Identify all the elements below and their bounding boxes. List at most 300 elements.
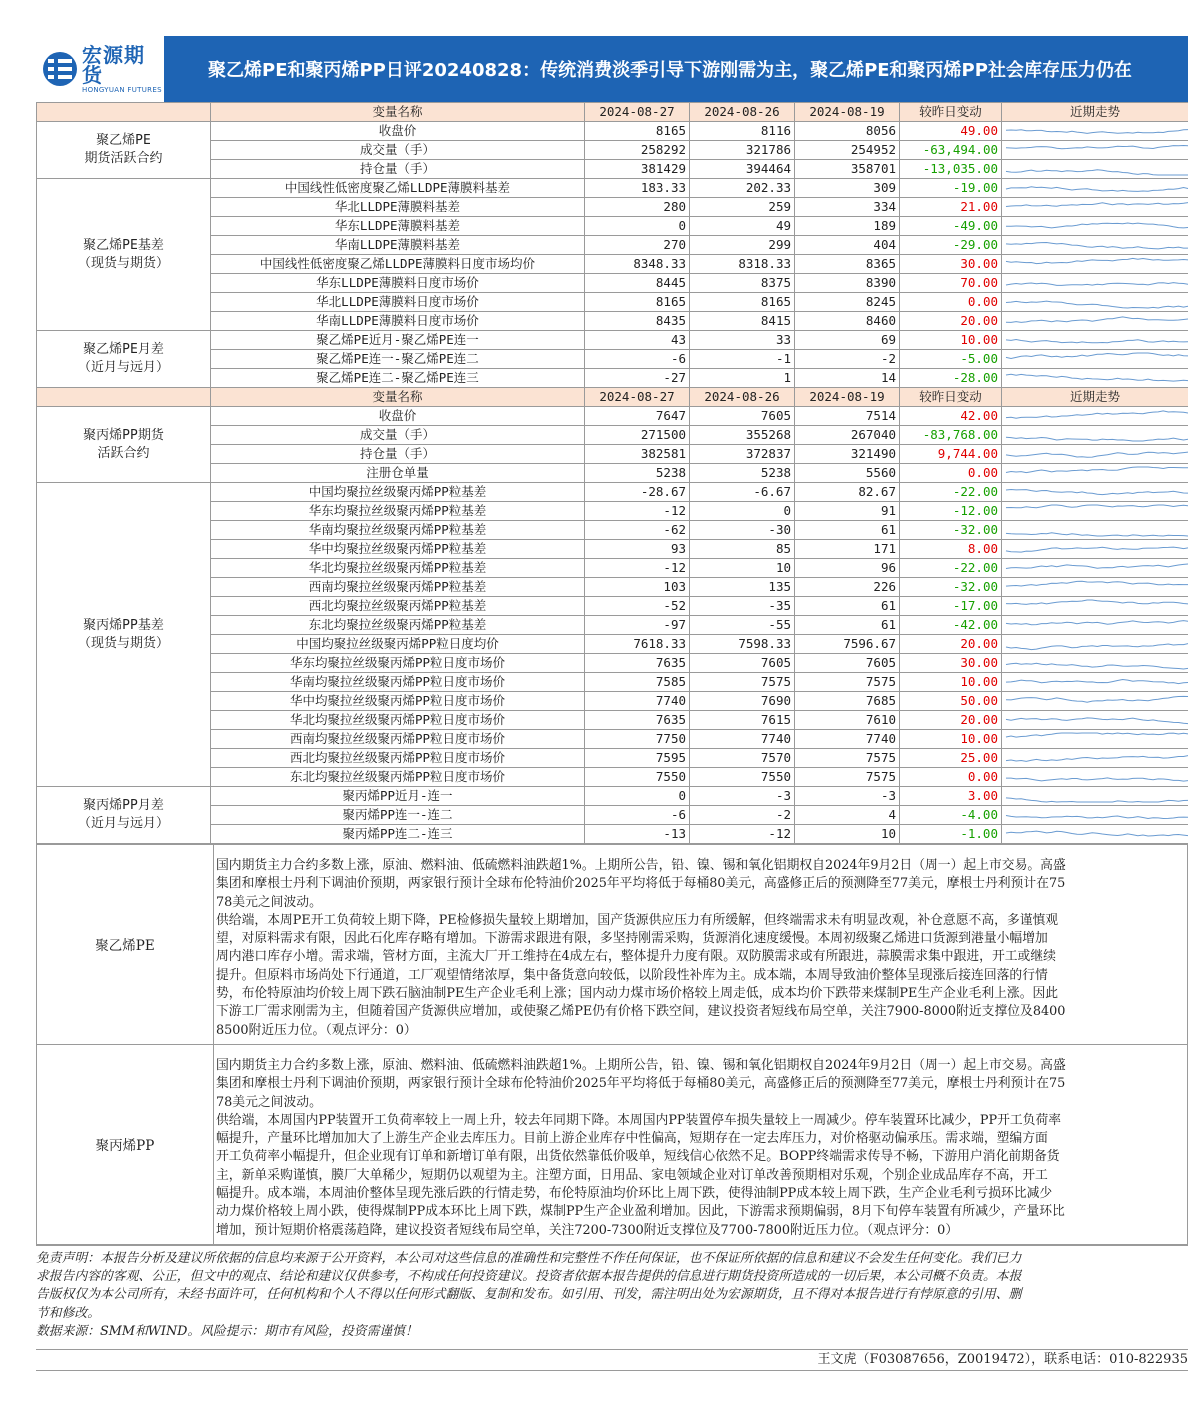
value-date-3: 7610 (795, 711, 900, 730)
value-date-1: 8348.33 (585, 255, 690, 274)
header-date-1: 2024-08-27 (585, 388, 690, 407)
sparkline-path (1006, 533, 1188, 536)
daily-change: 0.00 (900, 464, 1002, 483)
header-change: 较昨日变动 (900, 103, 1002, 122)
group-label: 聚丙烯PP期货 活跃合约 (37, 407, 211, 483)
sparkline-path (1006, 258, 1188, 263)
commentary-line: 望，对原料需求有限，因此石化库存略有增加。下游需求跟进有限，多坚持刚需采购，货源消化速度缓慢。本周初级聚乙烯进口货源到港量小幅增加 (216, 931, 1048, 947)
value-date-2: 49 (690, 217, 795, 236)
sparkline-path (1006, 644, 1188, 650)
value-date-1: 43 (585, 331, 690, 350)
sparkline-path (1006, 680, 1188, 684)
value-date-1: 7647 (585, 407, 690, 426)
header-variable-name: 变量名称 (211, 103, 585, 122)
variable-name: 收盘价 (211, 407, 585, 426)
report-title: 聚乙烯PE和聚丙烯PP日评20240828：传统消费淡季引导下游刚需为主，聚乙烯PE和聚丙烯PP社会库存压力仍在 (208, 60, 1132, 81)
value-date-1: 183.33 (585, 179, 690, 198)
sparkline-path (1006, 146, 1188, 149)
daily-change: -13,035.00 (900, 160, 1002, 179)
daily-change: 30.00 (900, 255, 1002, 274)
value-date-2: 1 (690, 369, 795, 388)
commentary-table (36, 844, 1188, 1245)
header-trend: 近期走势 (1002, 388, 1188, 407)
value-date-2: 7615 (690, 711, 795, 730)
daily-change: 21.00 (900, 198, 1002, 217)
value-date-2: -35 (690, 597, 795, 616)
value-date-1: 0 (585, 217, 690, 236)
value-date-2: -55 (690, 616, 795, 635)
trend-sparkline (1002, 654, 1188, 672)
sparkline-path (1006, 756, 1188, 762)
value-date-2: -30 (690, 521, 795, 540)
commentary-line: 国内期货主力合约多数上涨，原油、燃料油、低硫燃料油跌超1%。上期所公告，铅、镍、锡和氧化铝期权自2024年9月2日（周一）起上市交易。高盛 (216, 1057, 1066, 1073)
sparkline-path (1006, 467, 1188, 473)
value-date-1: -62 (585, 521, 690, 540)
value-date-1: 381429 (585, 160, 690, 179)
trend-cell (1002, 369, 1188, 388)
group-label: 聚乙烯PE基差 （现货与期货） (37, 179, 211, 331)
trend-sparkline (1002, 768, 1188, 786)
trend-sparkline (1002, 179, 1188, 197)
trend-cell (1002, 407, 1188, 426)
sparkline-path (1006, 374, 1188, 381)
value-date-1: 0 (585, 787, 690, 806)
sparkline-path (1006, 130, 1188, 134)
commentary-label: 聚丙烯PP (37, 1044, 214, 1244)
trend-cell (1002, 426, 1188, 445)
trend-cell (1002, 293, 1188, 312)
trend-sparkline (1002, 521, 1188, 539)
value-date-2: 372837 (690, 445, 795, 464)
value-date-3: 61 (795, 597, 900, 616)
variable-name: 华东LLDPE薄膜料日度市场价 (211, 274, 585, 293)
disclaimer (36, 1245, 1188, 1341)
value-date-2: 202.33 (690, 179, 795, 198)
daily-change: -32.00 (900, 578, 1002, 597)
trend-sparkline (1002, 597, 1188, 615)
commentary-row (37, 1044, 1188, 1244)
sparkline-path (1006, 564, 1188, 569)
trend-cell (1002, 160, 1188, 179)
value-date-2: 8318.33 (690, 255, 795, 274)
trend-sparkline (1002, 483, 1188, 501)
variable-name: 聚丙烯PP连二-连三 (211, 825, 585, 844)
trend-cell (1002, 654, 1188, 673)
value-date-3: 7575 (795, 768, 900, 787)
value-date-3: 254952 (795, 141, 900, 160)
commentary-text (214, 1044, 1188, 1244)
daily-change: 49.00 (900, 122, 1002, 141)
commentary-line: 8500附近压力位。（观点评分：0） (216, 1022, 417, 1038)
trend-sparkline (1002, 540, 1188, 558)
trend-cell (1002, 616, 1188, 635)
commentary-line: 集团和摩根士丹利下调油价预期，两家银行预计全球布伦特油价2025年平均将低于每桶80美元，高盛修正后的预测降至77美元，摩根士丹利预计在75 (216, 876, 1066, 892)
daily-change: 8.00 (900, 540, 1002, 559)
brand-name-en: HONGYUAN FUTURES (82, 85, 162, 94)
value-date-1: 8445 (585, 274, 690, 293)
value-date-1: -52 (585, 597, 690, 616)
trend-cell (1002, 255, 1188, 274)
daily-change: -22.00 (900, 559, 1002, 578)
value-date-2: 7740 (690, 730, 795, 749)
brand-name: 宏源期货 (82, 42, 145, 87)
variable-name: 东北均聚拉丝级聚丙烯PP粒基差 (211, 616, 585, 635)
daily-change: 25.00 (900, 749, 1002, 768)
sparkline-path (1006, 301, 1188, 308)
value-date-1: 7740 (585, 692, 690, 711)
header-date-2: 2024-08-26 (690, 388, 795, 407)
variable-name: 成交量（手） (211, 141, 585, 160)
value-date-3: 61 (795, 616, 900, 635)
value-date-2: -3 (690, 787, 795, 806)
variable-name: 聚丙烯PP近月-连一 (211, 787, 585, 806)
trend-sparkline (1002, 464, 1188, 482)
value-date-3: 8056 (795, 122, 900, 141)
variable-name: 华中均聚拉丝级聚丙烯PP粒基差 (211, 540, 585, 559)
daily-change: 50.00 (900, 692, 1002, 711)
trend-cell (1002, 502, 1188, 521)
value-date-1: -12 (585, 559, 690, 578)
commentary-line: 动力煤价格较上周小跌，使得煤制PP成本环比上周下跌，煤制PP生产企业盈利增加。因此，下游需求预期偏弱，8月下旬停车装置有所减少，产量环比 (216, 1204, 1065, 1220)
variable-name: 华北LLDPE薄膜料日度市场价 (211, 293, 585, 312)
trend-cell (1002, 806, 1188, 825)
disclaimer-line: 求报告内容的客观、公正，但文中的观点、结论和建议仅供参考，不构成任何投资建议。投资者依据本报告提供的信息进行期货投资所造成的一切后果，本公司概不负责。本报 (36, 1269, 1022, 1285)
value-date-2: 394464 (690, 160, 795, 179)
report-page (36, 36, 1188, 1371)
header-group-spacer (37, 388, 211, 407)
trend-sparkline (1002, 160, 1188, 178)
value-date-3: 267040 (795, 426, 900, 445)
trend-sparkline (1002, 122, 1188, 140)
trend-cell (1002, 179, 1188, 198)
trend-cell (1002, 749, 1188, 768)
daily-change: -1.00 (900, 825, 1002, 844)
daily-change: 9,744.00 (900, 445, 1002, 464)
value-date-2: 135 (690, 578, 795, 597)
trend-cell (1002, 217, 1188, 236)
value-date-2: 0 (690, 502, 795, 521)
value-date-3: 61 (795, 521, 900, 540)
hongyuan-logo-icon (42, 51, 78, 87)
sparkline-path (1006, 621, 1188, 625)
value-date-1: 382581 (585, 445, 690, 464)
daily-change: 10.00 (900, 730, 1002, 749)
value-date-3: 334 (795, 198, 900, 217)
sparkline-path (1006, 340, 1188, 343)
commentary-line: 周内港口库存小增。需求端，管材方面，主流大厂开工维持在4成左右，整体提升力度有限。双防膜需求或有所跟进，蒜膜需求集中跟进，开工或继续 (216, 949, 1056, 965)
value-date-3: 309 (795, 179, 900, 198)
value-date-1: 7635 (585, 654, 690, 673)
daily-change: -28.00 (900, 369, 1002, 388)
variable-name: 华东LLDPE薄膜料基差 (211, 217, 585, 236)
daily-change: -19.00 (900, 179, 1002, 198)
value-date-2: 8165 (690, 293, 795, 312)
sparkline-path (1006, 733, 1188, 737)
trend-sparkline (1002, 407, 1188, 425)
value-date-3: 69 (795, 331, 900, 350)
value-date-1: 8165 (585, 293, 690, 312)
daily-change: -5.00 (900, 350, 1002, 369)
daily-change: 20.00 (900, 711, 1002, 730)
commentary-line: 供给端，本周国内PP装置开工负荷率较上一周上升，较去年同期下降。本周国内PP装置停车损失量较上一周减少。停车装置环比减少，PP开工负荷率 (216, 1112, 1062, 1128)
value-date-2: 7570 (690, 749, 795, 768)
variable-name: 华北均聚拉丝级聚丙烯PP粒日度市场价 (211, 711, 585, 730)
trend-cell (1002, 198, 1188, 217)
sparkline-path (1006, 223, 1188, 228)
commentary-line: 供给端，本周PE开工负荷较上期下降，PE检修损失量较上期增加，国产货源供应压力有所缓解，但终端需求未有明显改观，补仓意愿不高，多谨慎观 (216, 912, 1059, 928)
sparkline-path (1006, 816, 1188, 819)
commentary-line: 78美元之间波动。 (216, 1094, 322, 1110)
trend-sparkline (1002, 141, 1188, 159)
commentary-line: 开工负荷率小幅提升，但企业现有订单和新增订单有限，出货依然靠低价吸单，短线信心依然不足。BOPP终端需求传导不畅，下游用户消化前期备货 (216, 1149, 1060, 1165)
value-date-2: 5238 (690, 464, 795, 483)
value-date-3: 96 (795, 559, 900, 578)
trend-cell (1002, 236, 1188, 255)
trend-sparkline (1002, 445, 1188, 463)
value-date-3: -3 (795, 787, 900, 806)
variable-name: 华南均聚拉丝级聚丙烯PP粒日度市场价 (211, 673, 585, 692)
trend-cell (1002, 559, 1188, 578)
value-date-1: 7635 (585, 711, 690, 730)
variable-name: 西北均聚拉丝级聚丙烯PP粒日度市场价 (211, 749, 585, 768)
disclaimer-line: 告版权仅为本公司所有，未经书面许可，任何机构和个人不得以任何形式翻版、复制和发布。如引用、刊发，需注明出处为宏源期货，且不得对本报告进行有悖原意的引用、删 (36, 1287, 1022, 1303)
trend-sparkline (1002, 369, 1188, 387)
value-date-2: 10 (690, 559, 795, 578)
sparkline-path (1006, 581, 1188, 586)
variable-name: 持仓量（手） (211, 160, 585, 179)
variable-name: 成交量（手） (211, 426, 585, 445)
variable-name: 华东均聚拉丝级聚丙烯PP粒基差 (211, 502, 585, 521)
trend-sparkline (1002, 692, 1188, 710)
value-date-3: 8390 (795, 274, 900, 293)
disclaimer-line: 数据来源：SMM和WIND。风险提示：期市有风险，投资需谨慎！ (36, 1323, 418, 1339)
value-date-1: 7585 (585, 673, 690, 692)
value-date-2: 7605 (690, 654, 795, 673)
variable-name: 华南均聚拉丝级聚丙烯PP粒基差 (211, 521, 585, 540)
value-date-2: 259 (690, 198, 795, 217)
trend-cell (1002, 350, 1188, 369)
value-date-3: 321490 (795, 445, 900, 464)
commentary-row (37, 845, 1188, 1045)
value-date-2: 7575 (690, 673, 795, 692)
value-date-3: 7575 (795, 673, 900, 692)
sparkline-path (1006, 696, 1188, 702)
value-date-3: 91 (795, 502, 900, 521)
value-date-1: 8435 (585, 312, 690, 331)
sparkline-path (1006, 547, 1188, 552)
header-change: 较昨日变动 (900, 388, 1002, 407)
commentary-line: 增加，预计短期价格震荡趋降，建议投资者短线布局空单，关注7200-7300附近支撑位及7700-7800附近压力位。（观点评分：0） (216, 1222, 959, 1238)
variable-name: 华东均聚拉丝级聚丙烯PP粒日度市场价 (211, 654, 585, 673)
sparkline-path (1006, 317, 1188, 323)
trend-sparkline (1002, 274, 1188, 292)
daily-change: -17.00 (900, 597, 1002, 616)
trend-sparkline (1002, 559, 1188, 577)
daily-change: -4.00 (900, 806, 1002, 825)
table-row (37, 331, 1188, 350)
trend-cell (1002, 274, 1188, 293)
group-label: 聚丙烯PP基差 （现货与期货） (37, 483, 211, 787)
group-label: 聚丙烯PP月差 （近月与远月） (37, 787, 211, 844)
value-date-3: 8365 (795, 255, 900, 274)
sparkline-path (1006, 505, 1188, 508)
trend-sparkline (1002, 711, 1188, 729)
table-row (37, 179, 1188, 198)
sparkline-path (1006, 437, 1188, 441)
trend-cell (1002, 445, 1188, 464)
value-date-1: 7550 (585, 768, 690, 787)
value-date-2: 7598.33 (690, 635, 795, 654)
value-date-1: 93 (585, 540, 690, 559)
variable-name: 聚乙烯PE连一-聚乙烯PE连二 (211, 350, 585, 369)
value-date-1: -28.67 (585, 483, 690, 502)
header-date-2: 2024-08-26 (690, 103, 795, 122)
variable-name: 中国均聚拉丝级聚丙烯PP粒日度均价 (211, 635, 585, 654)
value-date-1: 7618.33 (585, 635, 690, 654)
trend-sparkline (1002, 426, 1188, 444)
variable-name: 中国均聚拉丝级聚丙烯PP粒基差 (211, 483, 585, 502)
header-variable-name: 变量名称 (211, 388, 585, 407)
commentary-line: 幅提升，产量环比增加加大了上游生产企业去库压力。目前上游企业库存中性偏高，短期存在一定去库压力，对价格驱动偏承压。需求端，塑编方面 (216, 1131, 1048, 1147)
daily-change: -83,768.00 (900, 426, 1002, 445)
trend-cell (1002, 730, 1188, 749)
value-date-1: 7750 (585, 730, 690, 749)
header-date-3: 2024-08-19 (795, 103, 900, 122)
trend-sparkline (1002, 730, 1188, 748)
value-date-3: 7514 (795, 407, 900, 426)
variable-name: 注册仓单量 (211, 464, 585, 483)
commentary-line: 势，布伦特原油均价较上周下跌石脑油制PE生产企业毛利上涨；国内动力煤市场价格较上周走低，成本均价下跌带来煤制PE生产企业毛利上涨。因此 (216, 986, 1059, 1002)
sparkline-path (1006, 600, 1188, 604)
commentary-label: 聚乙烯PE (37, 845, 214, 1045)
value-date-2: 33 (690, 331, 795, 350)
value-date-1: -6 (585, 350, 690, 369)
sparkline-path (1006, 353, 1188, 359)
value-date-2: 85 (690, 540, 795, 559)
trend-sparkline (1002, 635, 1188, 653)
value-date-1: -6 (585, 806, 690, 825)
value-date-3: 358701 (795, 160, 900, 179)
value-date-3: 7596.67 (795, 635, 900, 654)
trend-cell (1002, 711, 1188, 730)
value-date-3: 171 (795, 540, 900, 559)
trend-sparkline (1002, 312, 1188, 330)
value-date-2: 299 (690, 236, 795, 255)
daily-change: -63,494.00 (900, 141, 1002, 160)
commentary-text (214, 845, 1188, 1045)
sparkline-path (1006, 663, 1188, 669)
daily-change: -42.00 (900, 616, 1002, 635)
value-date-3: 226 (795, 578, 900, 597)
variable-name: 东北均聚拉丝级聚丙烯PP粒日度市场价 (211, 768, 585, 787)
trend-sparkline (1002, 806, 1188, 824)
header-trend: 近期走势 (1002, 103, 1188, 122)
sparkline-path (1006, 203, 1188, 207)
daily-change: -22.00 (900, 483, 1002, 502)
trend-cell (1002, 312, 1188, 331)
variable-name: 聚乙烯PE连二-聚乙烯PE连三 (211, 369, 585, 388)
table-row (37, 787, 1188, 806)
commentary-line: 主，新单采购谨慎，膜厂大单稀少，短期仍以观望为主。注塑方面，日用品、家电领域企业对订单改善预期相对乐观，个别企业成品库存不高，开工 (216, 1167, 1048, 1183)
daily-change: 0.00 (900, 768, 1002, 787)
value-date-1: 270 (585, 236, 690, 255)
value-date-3: 7685 (795, 692, 900, 711)
trend-cell (1002, 464, 1188, 483)
header-group-spacer (37, 103, 211, 122)
daily-change: 20.00 (900, 635, 1002, 654)
table-header-row (37, 388, 1188, 407)
value-date-1: -13 (585, 825, 690, 844)
trend-cell (1002, 635, 1188, 654)
variable-name: 华北均聚拉丝级聚丙烯PP粒基差 (211, 559, 585, 578)
variable-name: 华南LLDPE薄膜料基差 (211, 236, 585, 255)
variable-name: 收盘价 (211, 122, 585, 141)
pp-section (37, 388, 1188, 844)
variable-name: 西南均聚拉丝级聚丙烯PP粒日度市场价 (211, 730, 585, 749)
sparkline-path (1006, 187, 1188, 192)
value-date-2: 321786 (690, 141, 795, 160)
daily-change: 20.00 (900, 312, 1002, 331)
value-date-3: 7740 (795, 730, 900, 749)
value-date-2: -6.67 (690, 483, 795, 502)
daily-change: 10.00 (900, 673, 1002, 692)
sparkline-path (1006, 243, 1188, 249)
table-row (37, 483, 1188, 502)
sparkline-path (1006, 170, 1188, 175)
value-date-2: 8375 (690, 274, 795, 293)
variable-name: 西南均聚拉丝级聚丙烯PP粒基差 (211, 578, 585, 597)
variable-name: 西北均聚拉丝级聚丙烯PP粒基差 (211, 597, 585, 616)
daily-change: 70.00 (900, 274, 1002, 293)
trend-sparkline (1002, 616, 1188, 634)
trend-cell (1002, 673, 1188, 692)
header-date-3: 2024-08-19 (795, 388, 900, 407)
value-date-3: 7605 (795, 654, 900, 673)
group-label: 聚乙烯PE 期货活跃合约 (37, 122, 211, 179)
daily-change: -29.00 (900, 236, 1002, 255)
value-date-2: 7690 (690, 692, 795, 711)
pe-section (37, 103, 1188, 388)
trend-sparkline (1002, 236, 1188, 254)
trend-sparkline (1002, 217, 1188, 235)
value-date-2: -12 (690, 825, 795, 844)
sparkline-path (1006, 283, 1188, 286)
value-date-3: 4 (795, 806, 900, 825)
trend-sparkline (1002, 787, 1188, 805)
report-banner (36, 36, 1188, 102)
trend-sparkline (1002, 578, 1188, 596)
trend-cell (1002, 483, 1188, 502)
daily-change: 30.00 (900, 654, 1002, 673)
commentary-line: 国内期货主力合约多数上涨，原油、燃料油、低硫燃料油跌超1%。上期所公告，铅、镍、锡和氧化铝期权自2024年9月2日（周一）起上市交易。高盛 (216, 858, 1066, 873)
trend-cell (1002, 141, 1188, 160)
value-date-1: 5238 (585, 464, 690, 483)
daily-change: -12.00 (900, 502, 1002, 521)
value-date-3: 404 (795, 236, 900, 255)
value-date-3: 10 (795, 825, 900, 844)
sparkline-path (1006, 718, 1188, 724)
variable-name: 中国线性低密度聚乙烯LLDPE薄膜料日度市场均价 (211, 255, 585, 274)
value-date-2: 355268 (690, 426, 795, 445)
daily-change: -49.00 (900, 217, 1002, 236)
trend-sparkline (1002, 350, 1188, 368)
sparkline-path (1006, 411, 1188, 418)
value-date-3: 82.67 (795, 483, 900, 502)
daily-change: 0.00 (900, 293, 1002, 312)
variable-name: 持仓量（手） (211, 445, 585, 464)
variable-name: 聚丙烯PP连一-连二 (211, 806, 585, 825)
daily-change: 10.00 (900, 331, 1002, 350)
